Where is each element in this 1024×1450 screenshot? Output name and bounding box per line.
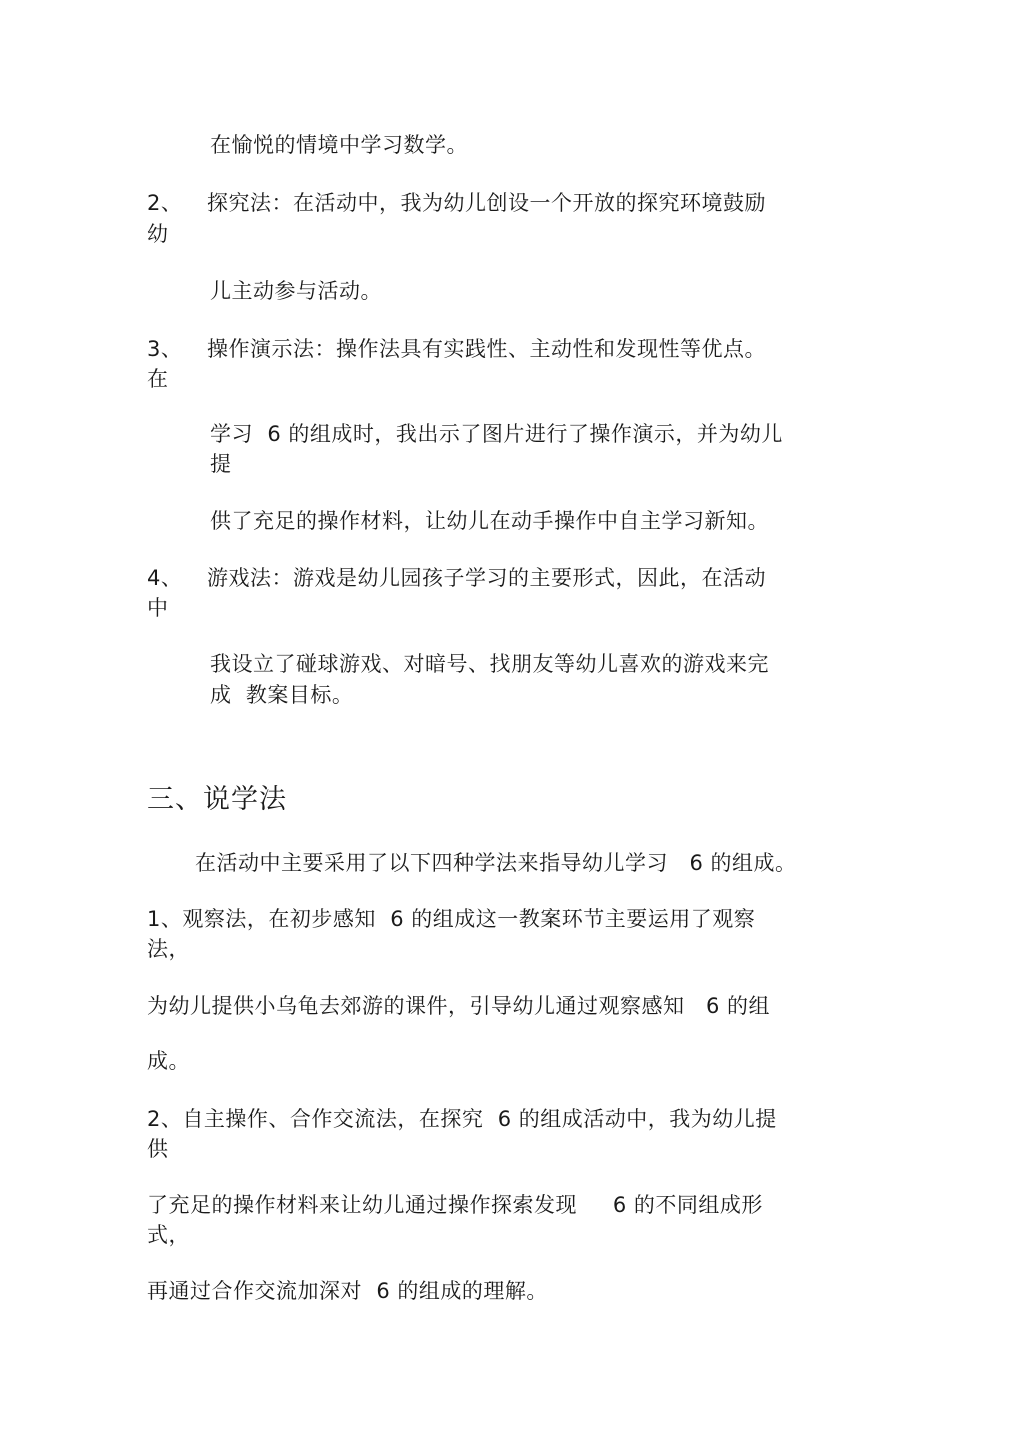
method-4-continuation-1: 我设立了碰球游戏、对暗号、找朋友等幼儿喜欢的游戏来完	[210, 652, 769, 676]
study-method-2-line-2: 了充足的操作材料来让幼儿通过操作探索发现 6 的不同组成形	[147, 1193, 763, 1217]
method-2-number: 2、	[147, 191, 183, 215]
study-method-1-text: 1、观察法，在初步感知 6 的组成这一教案环节主要运用了观察	[147, 907, 756, 931]
study-method-1-line-3: 成。	[147, 1049, 190, 1073]
study-method-1-line-2: 为幼儿提供小乌龟去郊游的课件，引导幼儿通过观察感知 6 的组	[147, 994, 771, 1018]
method-3-wrap: 在	[147, 367, 169, 391]
method-3-text: 操作演示法：操作法具有实践性、主动性和发现性等优点。	[207, 337, 766, 361]
method-4-wrap: 中	[147, 596, 169, 620]
method-3-number: 3、	[147, 337, 183, 361]
method-4-continuation-2: 成 教案目标。	[210, 683, 354, 707]
study-method-1-wrap: 法，	[147, 937, 190, 961]
study-method-2-text: 2、自主操作、合作交流法，在探究 6 的组成活动中，我为幼儿提	[147, 1107, 777, 1131]
method-2-wrap: 幼	[147, 222, 169, 246]
method-3-continuation-1: 学习 6 的组成时，我出示了图片进行了操作演示，并为幼儿	[210, 422, 783, 446]
method-2-continuation: 儿主动参与活动。	[210, 279, 382, 303]
study-method-2-line-2-wrap: 式，	[147, 1223, 190, 1247]
method-4-number: 4、	[147, 566, 183, 590]
method-2-text: 探究法：在活动中，我为幼儿创设一个开放的探究环境鼓励	[207, 191, 766, 215]
method-4-text: 游戏法：游戏是幼儿园孩子学习的主要形式，因此，在活动	[207, 566, 766, 590]
study-method-2-line-3: 再通过合作交流加深对 6 的组成的理解。	[147, 1279, 548, 1303]
study-method-2-wrap: 供	[147, 1137, 169, 1161]
method-3-continuation-2: 供了充足的操作材料，让幼儿在动手操作中自主学习新知。	[210, 509, 769, 533]
section-heading: 三、说学法	[147, 784, 287, 815]
method-1-continuation: 在愉悦的情境中学习数学。	[210, 133, 468, 157]
section-intro: 在活动中主要采用了以下四种学法来指导幼儿学习 6 的组成。	[195, 851, 797, 875]
method-3-continuation-1-wrap: 提	[210, 452, 232, 476]
